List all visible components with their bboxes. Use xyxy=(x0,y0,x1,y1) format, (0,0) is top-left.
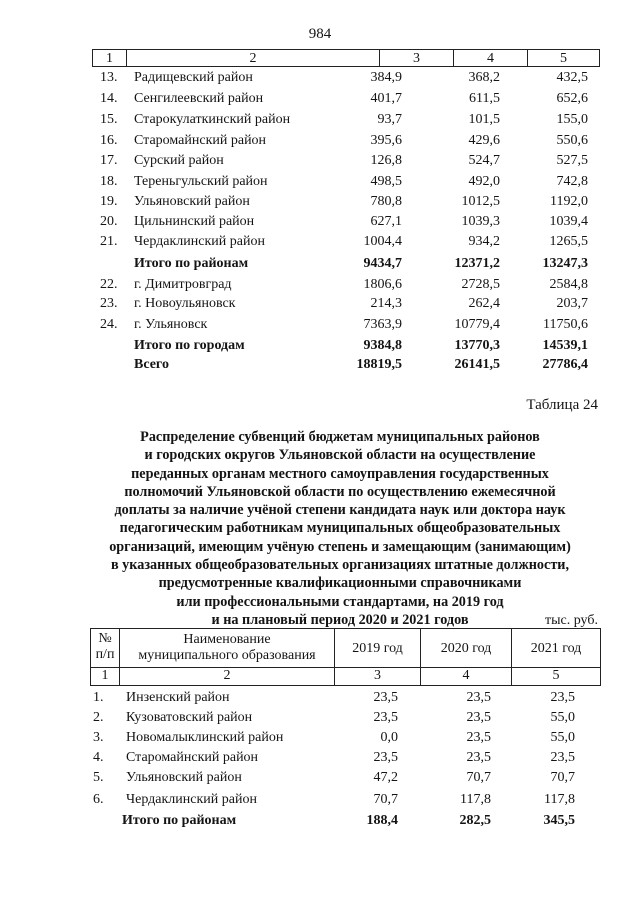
value-2020: 262,4 xyxy=(468,296,500,311)
value-2019: 23,5 xyxy=(373,690,398,705)
value-2021: 1192,0 xyxy=(550,194,588,209)
value-2019: 780,8 xyxy=(370,194,402,209)
row-number: 3. xyxy=(93,730,104,745)
value-2019: 401,7 xyxy=(370,91,402,106)
title-line: Распределение субвенций бюджетам муниципальных районов xyxy=(140,429,540,445)
value-2021: 55,0 xyxy=(550,710,575,725)
table1-header-cell: 2 xyxy=(249,51,257,66)
title-line: полномочий Ульяновской области по осуществлению ежемесячной xyxy=(124,483,556,500)
table-row xyxy=(0,770,640,790)
value-2019: 1806,6 xyxy=(363,277,402,292)
value-2020: 282,5 xyxy=(459,813,491,828)
row-name: Сурский район xyxy=(134,153,224,168)
col-number: 3 xyxy=(374,668,381,683)
row-number: 5. xyxy=(93,770,104,785)
row-name: Итого по городам xyxy=(134,338,245,353)
header-2019: 2019 год xyxy=(352,641,403,656)
title-line: доплаты за наличие учёной степени кандидата наук или доктора наук xyxy=(114,502,566,519)
value-2020: 1039,3 xyxy=(461,214,500,229)
value-2021: 117,8 xyxy=(544,792,575,807)
value-2020: 429,6 xyxy=(468,133,500,148)
value-2020: 524,7 xyxy=(468,153,500,168)
value-2019: 47,2 xyxy=(373,770,398,785)
value-2020: 101,5 xyxy=(468,112,500,127)
row-name: г. Ульяновск xyxy=(134,317,208,332)
table-row xyxy=(0,792,640,812)
page-number: 984 xyxy=(308,26,332,42)
value-2019: 214,3 xyxy=(370,296,402,311)
table-row xyxy=(0,194,640,214)
title-line: предусмотренные квалификационными справочниками xyxy=(158,575,522,592)
row-name: Старокулаткинский район xyxy=(134,112,291,127)
value-2020: 23,5 xyxy=(466,690,491,705)
value-2019: 23,5 xyxy=(373,710,398,725)
subtotal-row xyxy=(0,813,640,833)
subtotal-row xyxy=(0,338,640,358)
header-2021: 2021 год xyxy=(530,641,582,656)
row-name: Цильнинский район xyxy=(134,214,255,229)
row-name: Тереньгульский район xyxy=(134,174,268,189)
value-2021: 70,7 xyxy=(550,770,575,785)
table-row xyxy=(0,153,640,173)
row-name: Итого по районам xyxy=(122,813,237,828)
table1-header-row xyxy=(92,49,600,67)
table1-header-cell: 1 xyxy=(106,51,113,66)
table-row xyxy=(0,91,640,111)
value-2020: 26141,5 xyxy=(454,357,500,372)
value-2020: 10779,4 xyxy=(454,317,500,332)
row-number: 14. xyxy=(100,91,118,106)
value-2020: 2728,5 xyxy=(461,277,500,292)
units-label: тыс. руб. xyxy=(545,613,598,628)
value-2020: 934,2 xyxy=(468,234,500,249)
value-2020: 23,5 xyxy=(466,730,491,745)
table-row xyxy=(0,133,640,153)
value-2019: 188,4 xyxy=(366,813,398,828)
row-number: 1. xyxy=(93,690,104,705)
table-row xyxy=(0,317,640,337)
table-row xyxy=(0,296,640,316)
row-number: 19. xyxy=(100,194,118,209)
table-title xyxy=(60,428,620,629)
col-number: 1 xyxy=(101,668,109,683)
value-2020: 611,5 xyxy=(469,91,500,106)
table-row xyxy=(0,234,640,254)
value-2021: 2584,8 xyxy=(549,277,588,292)
header-name xyxy=(120,632,334,664)
col-number: 2 xyxy=(223,668,231,683)
value-2021: 155,0 xyxy=(556,112,588,127)
value-2021: 11750,6 xyxy=(543,317,588,332)
value-2021: 13247,3 xyxy=(542,256,588,271)
header-num-line2: п/п xyxy=(95,647,115,662)
row-name: г. Димитровград xyxy=(134,277,232,292)
value-2021: 1265,5 xyxy=(549,234,588,249)
table-row xyxy=(0,214,640,234)
value-2019: 126,8 xyxy=(370,153,402,168)
row-name: Старомайнский район xyxy=(134,133,267,148)
row-number: 20. xyxy=(100,214,118,229)
row-number: 23. xyxy=(100,296,118,311)
value-2021: 527,5 xyxy=(556,153,588,168)
title-line: и городских округов Ульяновской области на осуществление xyxy=(144,447,536,464)
value-2019: 498,5 xyxy=(370,174,402,189)
value-2019: 93,7 xyxy=(377,112,402,127)
row-name: Ульяновский район xyxy=(134,194,250,209)
value-2019: 627,1 xyxy=(370,214,402,229)
value-2020: 1012,5 xyxy=(461,194,500,209)
table-row xyxy=(0,70,640,90)
value-2021: 742,8 xyxy=(556,174,588,189)
value-2019: 7363,9 xyxy=(363,317,402,332)
row-name: Сенгилеевский район xyxy=(134,91,264,106)
row-number: 2. xyxy=(93,710,104,725)
table-row xyxy=(0,690,640,710)
total-row xyxy=(0,357,640,377)
value-2019: 1004,4 xyxy=(363,234,402,249)
title-line: и на плановый период 2020 и 2021 годов xyxy=(211,611,469,628)
value-2020: 70,7 xyxy=(466,770,491,785)
row-number: 4. xyxy=(93,750,104,765)
value-2019: 18819,5 xyxy=(356,357,402,372)
value-2019: 9434,7 xyxy=(363,256,402,271)
table1-header-cell: 5 xyxy=(560,51,567,66)
title-line: или профессиональными стандартами, на 2019 год xyxy=(176,593,504,610)
row-name: Ульяновский район xyxy=(126,770,242,785)
row-number: 16. xyxy=(100,133,118,148)
value-2021: 432,5 xyxy=(556,70,588,85)
value-2021: 23,5 xyxy=(550,690,575,705)
value-2019: 9384,8 xyxy=(363,338,402,353)
title-line: организаций, имеющим учёную степень и замещающим (занимающим) xyxy=(109,538,571,555)
col-number: 4 xyxy=(462,668,470,683)
row-number: 24. xyxy=(100,317,118,332)
value-2020: 23,5 xyxy=(466,710,491,725)
header-2020: 2020 год xyxy=(440,641,492,656)
header-name-line1: Наименование xyxy=(183,632,271,647)
title-line: педагогическим работникам муниципальных общеобразовательных xyxy=(119,520,561,537)
row-number: 18. xyxy=(100,174,118,189)
table-row xyxy=(0,277,640,297)
table-row xyxy=(0,710,640,730)
header-name-line2: муниципального образования xyxy=(138,648,316,663)
row-name: Радищевский район xyxy=(134,70,253,85)
row-name: Чердаклинский район xyxy=(134,234,265,249)
row-name: Всего xyxy=(134,357,169,372)
row-number: 21. xyxy=(100,234,118,249)
value-2020: 23,5 xyxy=(466,750,491,765)
table-label: Таблица 24 xyxy=(526,397,598,413)
row-name: Итого по районам xyxy=(134,256,249,271)
table-row xyxy=(0,730,640,750)
value-2021: 27786,4 xyxy=(542,357,588,372)
row-name: Чердаклинский район xyxy=(126,792,257,807)
value-2019: 384,9 xyxy=(370,70,402,85)
table-row xyxy=(0,112,640,132)
value-2020: 492,0 xyxy=(468,174,500,189)
row-name: г. Новоульяновск xyxy=(134,296,236,311)
value-2021: 345,5 xyxy=(543,813,575,828)
value-2020: 368,2 xyxy=(468,70,500,85)
title-line: переданных органам местного самоуправления государственных xyxy=(131,465,549,482)
value-2019: 70,7 xyxy=(373,792,398,807)
row-number: 13. xyxy=(100,70,118,85)
table-row xyxy=(0,174,640,194)
subtotal-row xyxy=(0,256,640,276)
row-name: Новомалыклинский район xyxy=(126,730,284,745)
row-number: 15. xyxy=(100,112,118,127)
value-2020: 13770,3 xyxy=(454,338,500,353)
row-number: 17. xyxy=(100,153,118,168)
title-line: в указанных общеобразовательных организациях штатные должности, xyxy=(110,557,570,574)
table2-header xyxy=(90,628,601,686)
value-2019: 0,0 xyxy=(380,730,398,745)
table1-header-cell: 4 xyxy=(487,51,494,66)
value-2020: 117,8 xyxy=(460,792,491,807)
row-name: Кузоватовский район xyxy=(126,710,253,725)
value-2021: 55,0 xyxy=(550,730,575,745)
value-2021: 1039,4 xyxy=(549,214,588,229)
row-number: 22. xyxy=(100,277,118,292)
value-2019: 23,5 xyxy=(373,750,398,765)
table1-header-cell: 3 xyxy=(413,51,420,66)
row-number: 6. xyxy=(93,792,104,807)
header-num xyxy=(91,631,119,663)
value-2019: 395,6 xyxy=(370,133,402,148)
value-2021: 14539,1 xyxy=(542,338,588,353)
value-2020: 12371,2 xyxy=(454,256,500,271)
col-number: 5 xyxy=(552,668,560,683)
table-row xyxy=(0,750,640,770)
row-name: Инзенский район xyxy=(126,690,230,705)
header-num-line1: № xyxy=(98,631,112,646)
value-2021: 203,7 xyxy=(556,296,588,311)
row-name: Старомайнский район xyxy=(126,750,259,765)
value-2021: 550,6 xyxy=(556,133,588,148)
value-2021: 23,5 xyxy=(550,750,575,765)
value-2021: 652,6 xyxy=(556,91,588,106)
